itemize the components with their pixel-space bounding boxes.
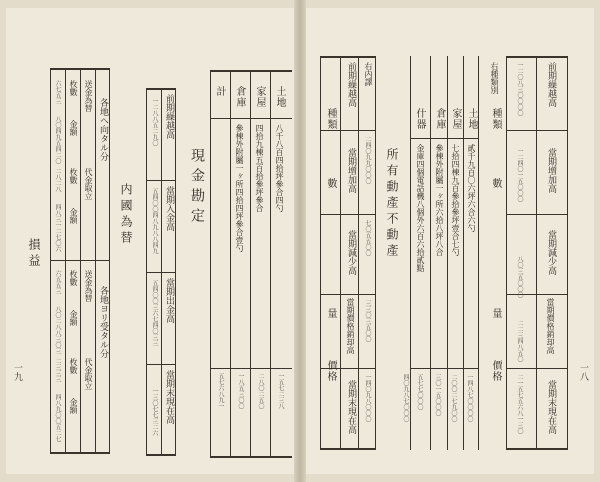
bottom-table-header-brought-forward: 前期繰越高	[346, 62, 356, 107]
exchange-value: 四八九〇〇五二七	[54, 394, 61, 442]
top-table-left-rule	[506, 56, 507, 450]
top-table-row-rule	[506, 214, 568, 215]
warehouse-value: 參棟外附屬一ヶ所四拾四坪參合壹勺	[235, 124, 244, 252]
exchange-count-label: 枚數	[69, 358, 78, 374]
top-table-row-rule	[506, 368, 568, 369]
exchange-amount-label: 金額	[69, 208, 78, 224]
house-value: 七拾四棟九百參拾參坪壹合七勺	[451, 144, 460, 256]
house-label: 家屋	[450, 108, 461, 130]
top-table-right-rule	[567, 56, 568, 450]
exchange-outgoing-label: 各地ヘ向タル分	[98, 98, 108, 161]
book-gutter	[294, 0, 306, 482]
top-table-top-rule	[506, 56, 568, 58]
exchange-value: 二八二八	[54, 168, 61, 192]
cash-header-received: 當期入金高	[164, 186, 174, 231]
exchange-collection-label: 代金取立	[84, 358, 93, 390]
cash-table-row-rule	[146, 180, 176, 181]
bottom-table-value: 一四〇九八〇〇〇	[364, 374, 371, 422]
fixtures-amount: 五七七〇〇〇	[416, 374, 423, 410]
bottom-table-row-rule	[320, 130, 376, 131]
domestic-exchange-title: 内國為替	[119, 183, 133, 247]
top-table-value: 一二〇八三〇〇〇〇	[516, 62, 523, 116]
kind-label: 種類	[490, 108, 501, 130]
top-table-row-header-rule	[478, 56, 479, 450]
bottom-table-right-rule	[375, 56, 376, 450]
exchange-table-col-rule	[95, 68, 96, 454]
bottom-table-row-rule	[320, 214, 376, 215]
cash-table-row-rule	[146, 272, 176, 273]
land-table-left-rule	[210, 70, 211, 458]
warehouse-value: 參棟外附屬一ヶ所六拾八坪八合	[435, 144, 444, 256]
property-table-left-rule	[410, 56, 411, 450]
kind-label: 種類	[325, 108, 336, 130]
bottom-table-header-decrease: 當期減少高	[346, 230, 356, 275]
warehouse-label: 倉庫	[234, 86, 245, 108]
exchange-table-col-rule	[80, 68, 81, 454]
quantity-label-1: 數	[325, 178, 336, 189]
warehouse-amount: 一八五三〇〇	[237, 373, 244, 409]
house-amount: 二八〇二五〇	[257, 373, 264, 409]
cash-balance-value: 一三〇七七三二六	[151, 388, 158, 436]
quantity-label-1: 數	[490, 178, 501, 189]
cash-header-balance: 當期末現在高	[164, 370, 174, 424]
exchange-amount-label: 金額	[69, 120, 78, 136]
top-table-value: 二二三四八五〇	[516, 320, 523, 362]
land-table-bottom-rule	[210, 456, 292, 458]
bottom-table-row-rule	[320, 294, 376, 295]
bottom-table-value: 七〇五五〇〇	[364, 220, 371, 256]
exchange-value: 八〇四九五四二〇	[54, 116, 61, 164]
price-label: 價格	[325, 360, 336, 382]
top-table-header-balance: 當期末現在高	[546, 380, 556, 434]
property-total-amount: 四〇九八七〇〇〇	[402, 374, 409, 422]
exchange-collection-label: 代金取立	[84, 168, 93, 200]
cash-paid-value: 五四〇〇三六七四〇三三	[151, 280, 158, 346]
property-table-col-rule	[430, 56, 431, 450]
land-table-col-rule	[270, 70, 271, 458]
exchange-remittance-label: 送金為替	[84, 270, 93, 302]
bottom-table-left-rule	[320, 56, 321, 450]
house-amount: 二〇〇二七九〇〇	[450, 374, 457, 422]
page-number: 一九	[12, 363, 22, 381]
cash-brought-forward-value: 一二八八五二九〇	[151, 98, 158, 146]
cash-header-paid: 當期出金高	[164, 278, 174, 323]
land-table-col-rule	[250, 70, 251, 458]
land-amount: 一四八七〇〇〇〇	[466, 374, 473, 422]
warehouse-amount: 三〇一五〇〇〇	[434, 374, 441, 416]
bottom-table-value: 三三〇三五〇〇	[364, 300, 371, 342]
exchange-amount-label: 金額	[69, 398, 78, 414]
bottom-table-value: 二四〇九九〇〇〇	[364, 136, 371, 184]
right-page	[306, 8, 594, 474]
cash-table-row-rule	[146, 364, 176, 365]
property-section-title: 所有動產不動產	[385, 148, 399, 260]
exchange-remittance-label: 送金為替	[84, 80, 93, 112]
land-table-row-rule	[210, 118, 292, 119]
top-table-bottom-rule	[506, 448, 568, 450]
bottom-table-corner-label: 右内譯	[364, 62, 373, 86]
house-label: 家屋	[254, 86, 265, 108]
exchange-value: 八〇二八八三〇三	[54, 306, 61, 354]
top-table-header-decrease: 當期減少高	[546, 230, 556, 275]
top-table-corner-label: 右種類別	[490, 62, 499, 94]
land-label: 土地	[466, 108, 477, 130]
top-table-mid-rule	[536, 56, 537, 450]
cash-received-value: 五四〇〇四八九八八四九	[151, 188, 158, 254]
land-table-top-rule	[210, 70, 292, 72]
exchange-table-mid-rule	[50, 260, 110, 261]
price-label: 價格	[490, 360, 501, 382]
top-table-header-increase: 當期增加高	[546, 148, 556, 193]
total-amount: 五七六八九一	[217, 373, 224, 409]
bottom-table-header-increase: 當期增加高	[346, 148, 356, 193]
property-table-col-rule	[447, 56, 448, 450]
warehouse-label: 倉庫	[434, 108, 445, 130]
fixtures-label: 什器	[414, 108, 425, 130]
fixtures-value: 金庫四個電話機八個外六百六拾貳點	[416, 144, 425, 272]
property-table-col-rule	[463, 56, 464, 450]
bottom-table-header-depreciation: 當期價格銷却高	[346, 298, 355, 354]
land-table-row-rule	[210, 368, 292, 369]
house-value: 四拾九棟五百拾參坪參合	[255, 124, 264, 212]
land-table-col-rule	[230, 70, 231, 458]
exchange-value: 二三三三	[54, 358, 61, 382]
exchange-value: 六七五三	[54, 80, 61, 104]
top-table-header-brought-forward: 前期繰越高	[546, 62, 556, 107]
exchange-table-left-rule	[50, 68, 51, 454]
exchange-value: 六五五三	[54, 270, 61, 294]
exchange-table-right-rule	[109, 68, 110, 454]
top-table-value: 八〇三五〇〇〇	[516, 256, 523, 298]
quantity-label-2: 量	[325, 308, 336, 319]
bottom-table-header-balance: 當期末現在高	[346, 380, 356, 434]
bottom-table-top-rule	[320, 56, 376, 58]
bottom-table-bottom-rule	[320, 448, 376, 450]
bottom-table-col-rule	[340, 56, 341, 450]
exchange-amount-label: 金額	[69, 310, 78, 326]
exchange-incoming-label: 各地ヨリ受タル分	[98, 286, 108, 358]
exchange-count-label: 枚數	[69, 270, 78, 286]
cash-header-brought-forward: 前期繰越高	[164, 94, 174, 139]
exchange-value: 四八三一二七〇六	[54, 204, 61, 252]
land-value: 八千八百四拾坪參合四勺	[275, 124, 284, 212]
profit-loss-title: 損益	[27, 238, 41, 270]
top-table-header-depreciation: 當期價格銷却高	[546, 298, 555, 354]
top-table-value: 一二四〇一五〇〇〇	[516, 148, 523, 202]
exchange-count-label: 枚數	[69, 80, 78, 96]
land-amount: 一五七二三八	[277, 373, 284, 409]
quantity-label-2: 量	[490, 308, 501, 319]
exchange-table-col-rule	[65, 68, 66, 454]
page-number: 一八	[578, 363, 588, 381]
left-page	[6, 8, 294, 474]
bottom-table-col-rule	[358, 56, 359, 450]
cash-account-title: 現金勘定	[189, 148, 205, 228]
exchange-count-label: 枚數	[69, 168, 78, 184]
land-label: 土地	[274, 86, 285, 108]
property-table-row-rule	[410, 368, 478, 369]
top-table-row-rule	[506, 130, 568, 131]
land-value: 貳千九百〇六坪六合六勺	[467, 144, 476, 232]
property-table-row-rule	[410, 138, 478, 139]
top-table-value: 二一五七五六八一三〇	[516, 374, 523, 434]
total-label: 計	[214, 86, 225, 97]
